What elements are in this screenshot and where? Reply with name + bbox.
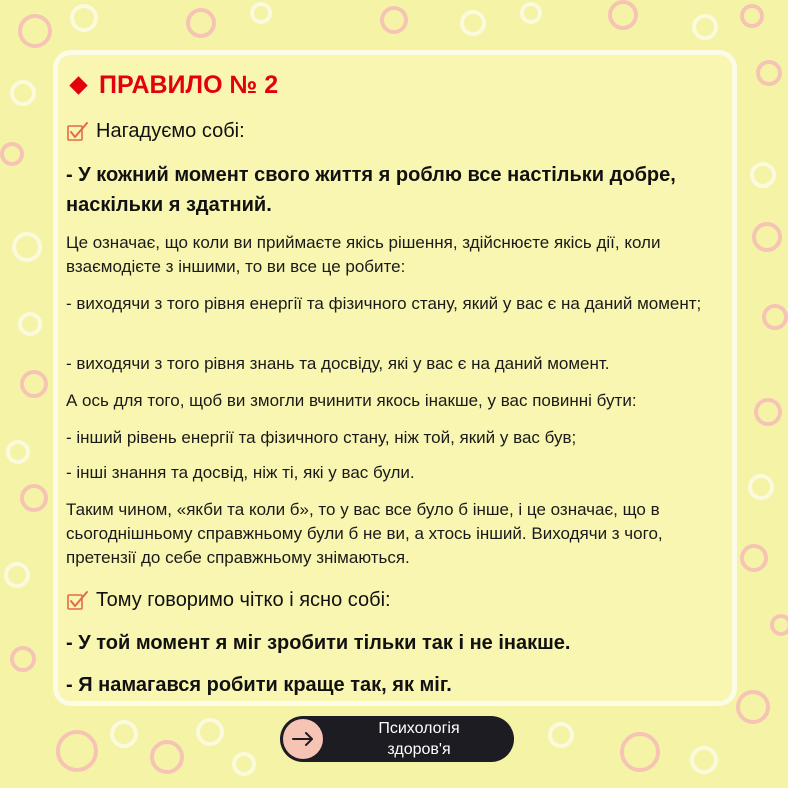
bg-circle xyxy=(12,232,42,262)
paragraph: Це означає, що коли ви приймаєте якісь рішення, здійснюєте якісь дії, коли взаємодієте з іншими, то ви все це робите: xyxy=(66,233,661,276)
bg-circle xyxy=(250,2,272,24)
bg-circle xyxy=(150,740,184,774)
bg-circle xyxy=(754,398,782,426)
bg-circle xyxy=(748,474,774,500)
bg-circle xyxy=(10,646,36,672)
brand-label-line1: Психологія xyxy=(378,720,460,737)
rule-title xyxy=(68,71,278,100)
bg-circle xyxy=(232,752,256,776)
bg-circle xyxy=(6,440,30,464)
paragraph: - інші знання та досвід, ніж ті, які у вас були. xyxy=(66,463,415,482)
bg-circle xyxy=(750,162,776,188)
reminder-heading xyxy=(66,120,245,143)
check-icon xyxy=(66,590,90,612)
bg-circle xyxy=(770,614,788,636)
bg-circle xyxy=(520,2,542,24)
bg-circle xyxy=(380,6,408,34)
paragraph: - виходячи з того рівня енергії та фізичного стану, який у вас є на даний момент; xyxy=(66,294,702,313)
bg-circle xyxy=(690,746,718,774)
conclusion-heading-text: Тому говоримо чітко і ясно собі: xyxy=(96,589,391,611)
rule-title-text: ПРАВИЛО № 2 xyxy=(99,71,279,99)
check-icon xyxy=(66,121,90,143)
bg-circle xyxy=(762,304,788,330)
bg-circle xyxy=(20,484,48,512)
conclusion-line: - У той момент я міг зробити тільки так і не інакше. xyxy=(66,632,571,654)
brand-badge[interactable] xyxy=(280,716,514,762)
conclusion-line: - Я намагався робити краще так, як міг. xyxy=(66,674,452,696)
bg-circle xyxy=(740,4,764,28)
bg-circle xyxy=(110,720,138,748)
bg-circle xyxy=(4,562,30,588)
bg-circle xyxy=(692,14,718,40)
paragraph: Таким чином, «якби та коли б», то у вас все було б інше, і це означає, що в сьогоднішньому справжньому були б не ви, а хтось інший. Виходячи з чого, претензії до себе справжньому знімаються. xyxy=(66,500,663,567)
bg-circle xyxy=(20,370,48,398)
bg-circle xyxy=(608,0,638,30)
paragraph: А ось для того, щоб ви змогли вчинити якось інакше, у вас повинні бути: xyxy=(66,391,637,410)
paragraph: - інший рівень енергії та фізичного стану, ніж той, який у вас був; xyxy=(66,428,577,447)
paragraph: - виходячи з того рівня знань та досвіду, які у вас є на даний момент. xyxy=(66,354,610,373)
bg-circle xyxy=(460,10,486,36)
bg-circle xyxy=(740,544,768,572)
bg-circle xyxy=(548,722,574,748)
bg-circle xyxy=(18,14,52,48)
bg-circle xyxy=(18,312,42,336)
bg-circle xyxy=(620,732,660,772)
bg-circle xyxy=(70,4,98,32)
arrow-right-icon xyxy=(283,719,323,759)
bg-circle xyxy=(10,80,36,106)
bg-circle xyxy=(196,718,224,746)
diamond-icon xyxy=(69,76,87,94)
reminder-heading-text: Нагадуємо собі: xyxy=(96,120,245,142)
main-statement: - У кожний момент свого життя я роблю все настільки добре, наскільки я здатний. xyxy=(66,164,676,216)
bg-circle xyxy=(0,142,24,166)
bg-circle xyxy=(186,8,216,38)
bg-circle xyxy=(736,690,770,724)
conclusion-heading xyxy=(66,589,391,612)
brand-label-line2: здоров'я xyxy=(387,741,451,758)
bg-circle xyxy=(752,222,782,252)
bg-circle xyxy=(756,60,782,86)
bg-circle xyxy=(56,730,98,772)
brand-label xyxy=(330,718,508,760)
